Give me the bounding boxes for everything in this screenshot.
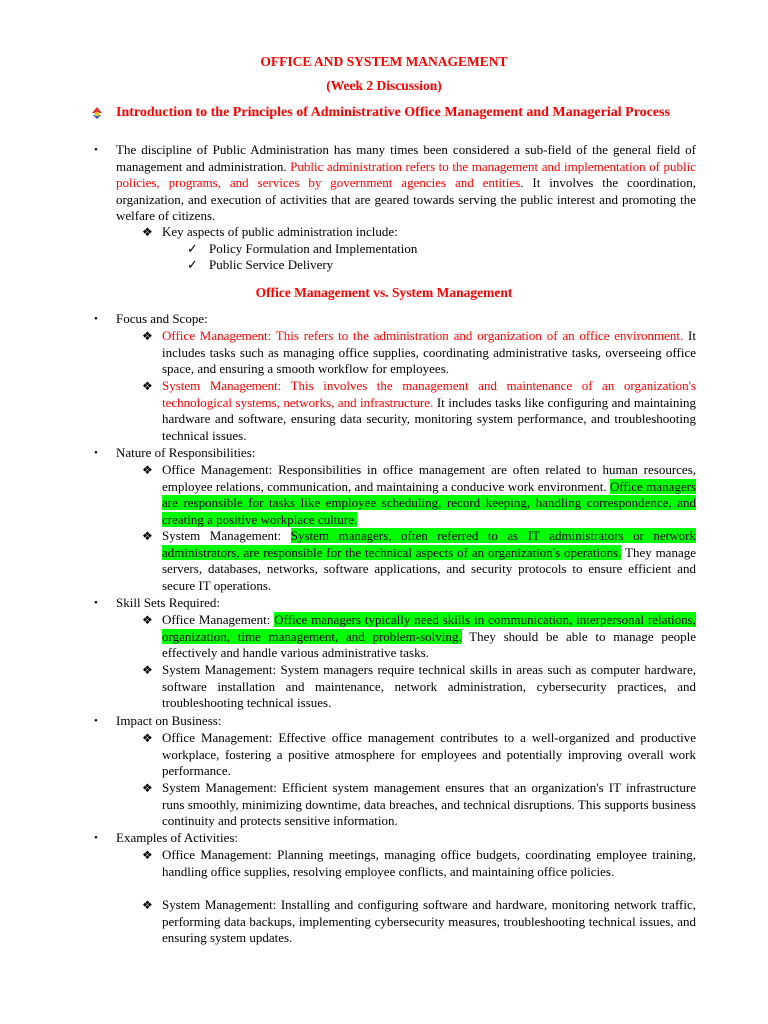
para1-text-b: . It involves the coordination, organization, and execution of activities that are geared towards serving the public interest and promoting the welfare of citizens. — [116, 175, 696, 224]
red-text: Office Management: This refers to the administration and organization of an office environment. — [162, 328, 684, 343]
label-text: Examples of Activities: — [116, 830, 239, 845]
body-text: Office Management: Planning meetings, managing office budgets, coordinating employee training, handling office supplies, resolving employee conflicts, and maintaining office policies. — [162, 847, 696, 879]
check-item-text: Public Service Delivery — [209, 257, 334, 272]
body-text: System Management: Installing and configuring software and hardware, monitoring network traffic, performing data backups, implementing cybersecurity measures, troubleshooting technical issues, and ensuring system updates. — [162, 897, 696, 946]
nature-office-item — [142, 462, 696, 528]
diamond-bullet-icon: ❖ — [142, 663, 153, 677]
impact-office-item — [142, 730, 696, 780]
arrow-bullet-icon — [91, 107, 103, 119]
examples-system-item — [142, 897, 696, 947]
check-item-service — [187, 257, 333, 274]
document-title: OFFICE AND SYSTEM MANAGEMENT — [260, 54, 508, 69]
diamond-bullet-icon: ❖ — [142, 379, 153, 393]
focus-system-item — [142, 378, 696, 444]
diamond-bullet-icon: ❖ — [142, 781, 153, 795]
bullet-icon: • — [94, 144, 98, 156]
highlighted-text: System managers, often referred to as IT administrators or network administrators, are responsible for the technical aspects of an organization's operations. — [162, 528, 696, 560]
body-text: System Management: Efficient system management ensures that an organization's IT infrastructure runs smoothly, minimizing downtime, data breaches, and technical disruptions. This supports business continuity and protects sensitive information. — [162, 780, 696, 829]
bullet-icon: • — [94, 313, 98, 325]
body-text: Office Management: — [162, 612, 275, 627]
diamond-bullet-icon: ❖ — [142, 329, 153, 343]
diamond-bullet-icon: ❖ — [142, 529, 153, 543]
label-text: Impact on Business: — [116, 713, 222, 728]
body-text: They manage servers, databases, networks, software applications, and security protocols to ensure efficient and secure IT operations. — [162, 544, 696, 593]
bullet-icon: • — [94, 447, 98, 459]
examples-label — [94, 830, 696, 847]
diamond-bullet-icon: ❖ — [142, 731, 153, 745]
document-subtitle: (Week 2 Discussion) — [326, 78, 442, 93]
nature-system-item — [142, 528, 696, 594]
highlighted-text: Office managers typically need skills in communication, interpersonal relations, organization, time management, and problem-solving. — [162, 612, 696, 644]
body-text: Office Management: Responsibilities in office management are often related to human resources, employee relations, communication, and maintaining a conducive work environment. — [162, 462, 696, 494]
check-icon: ✓ — [187, 241, 198, 256]
check-item-policy — [187, 241, 417, 258]
diamond-bullet-icon: ❖ — [142, 463, 153, 477]
para1-text-red: Public administration refers to the management and implementation of public policies, programs, and services by government agencies and entities — [116, 158, 696, 191]
label-text: Focus and Scope: — [116, 311, 208, 326]
intro-heading — [95, 104, 695, 122]
diamond-bullet-icon: ❖ — [142, 848, 153, 862]
impact-label — [94, 713, 696, 730]
key-aspects-item — [142, 224, 696, 241]
skill-label — [94, 595, 696, 612]
focus-office-item — [142, 328, 696, 378]
body-text: It includes tasks such as managing office supplies, coordinating administrative tasks, overseeing office space, and ensuring a smooth workflow for employees. — [162, 328, 696, 377]
skill-office-item — [142, 612, 696, 662]
label-text: Nature of Responsibilities: — [116, 445, 256, 460]
diamond-bullet-icon: ❖ — [142, 898, 153, 912]
body-text: Office Management: Effective office management contributes to a well-organized and productive workplace, fostering a positive atmosphere for employees and potentially improving overall work performance. — [162, 730, 696, 779]
para1-text-a: The discipline of Public Administration has many times been considered a sub-field of the general field of management and administration. — [116, 142, 696, 174]
bullet-icon: • — [94, 715, 98, 727]
check-icon: ✓ — [187, 257, 198, 272]
red-text: System Management: This involves the management and maintenance of an organization's technological systems, networks, and infrastructure. — [162, 378, 696, 410]
check-item-text: Policy Formulation and Implementation — [209, 241, 418, 256]
label-text: Skill Sets Required: — [116, 595, 220, 610]
nature-label — [94, 445, 696, 462]
body-text: It includes tasks like configuring and maintaining hardware and software, ensuring data security, monitoring system performance, and troubleshooting technical issues. — [162, 394, 697, 443]
diamond-bullet-icon: ❖ — [142, 613, 153, 627]
skill-system-item — [142, 662, 696, 712]
body-text: System Management: System managers require technical skills in areas such as computer hardware, software installation and maintenance, network administration, cybersecurity practices, and troubleshooting technical issues. — [162, 662, 696, 711]
intro-heading-text: Introduction to the Principles of Administrative Office Management and Managerial Process — [116, 105, 670, 120]
section-title: Office Management vs. System Management — [255, 285, 513, 300]
key-aspects-text: Key aspects of public administration include: — [162, 224, 398, 239]
diamond-bullet-icon: ❖ — [142, 225, 153, 239]
body-text: System Management: — [162, 528, 291, 543]
highlighted-text: Office managers are responsible for tasks like employee scheduling, record keeping, handling correspondence, and creating a positive workplace culture. — [162, 478, 696, 527]
para-public-administration — [94, 142, 696, 225]
bullet-icon: • — [94, 832, 98, 844]
body-text: They should be able to manage people effectively and handle various administrative tasks. — [162, 628, 696, 661]
examples-office-item — [142, 847, 696, 880]
focus-scope-label — [94, 311, 696, 328]
impact-system-item — [142, 780, 696, 830]
bullet-icon: • — [94, 597, 98, 609]
